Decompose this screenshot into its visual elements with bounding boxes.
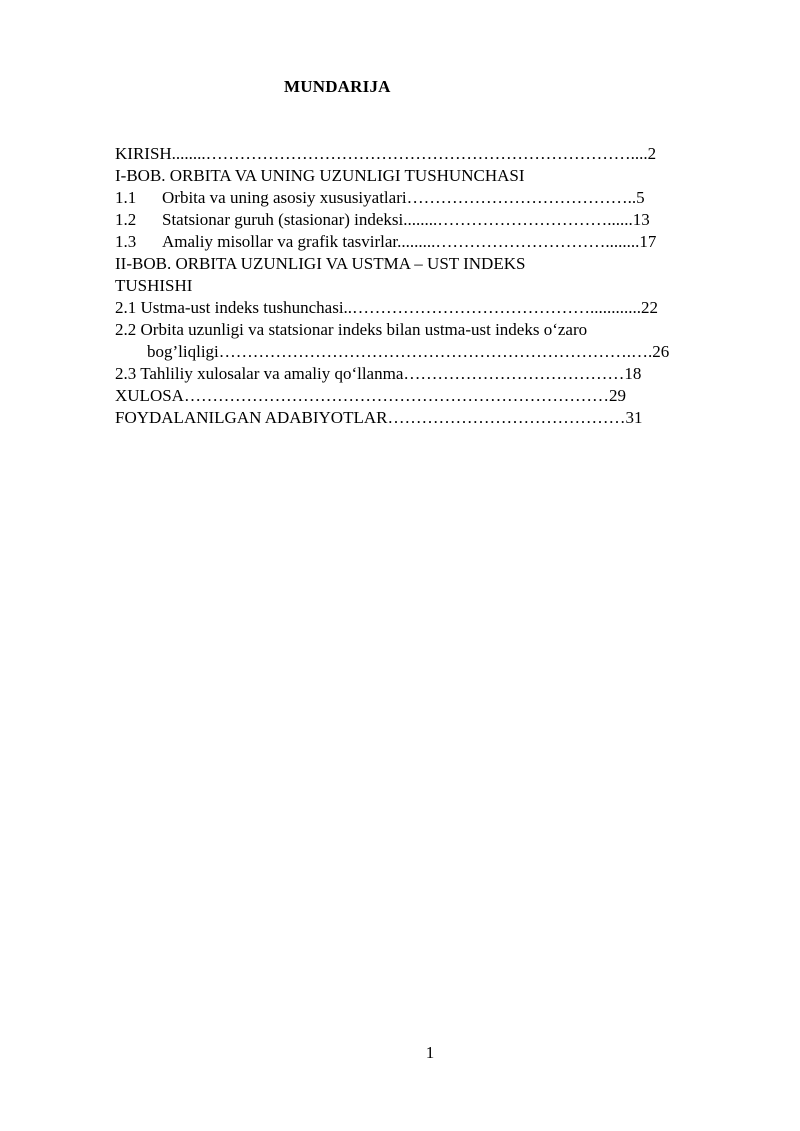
toc-entry-kirish: KIRISH........…………………………………………………………………....2 bbox=[115, 144, 657, 163]
toc-entry-number: 1.3 bbox=[115, 232, 137, 251]
document-title: MUNDARIJA bbox=[284, 77, 391, 96]
toc-entry-adabiyotlar: FOYDALANILGAN ADABIYOTLAR……………………………………31 bbox=[115, 408, 643, 427]
toc-entry-text: Amaliy misollar va grafik tasvirlar.........…………………………........17 bbox=[162, 232, 657, 251]
toc-entry-number: 1.1 bbox=[115, 188, 137, 207]
toc-entry-1-3 bbox=[115, 231, 697, 253]
toc-entry-text: Orbita va uning asosiy xususiyatlari…………………………………..5 bbox=[162, 188, 645, 207]
toc-chapter-1-title: I-BOB. ORBITA VA UNING UZUNLIGI TUSHUNCHASI bbox=[115, 166, 525, 185]
toc-entry-1-1 bbox=[115, 187, 697, 209]
toc-entry-2-2-line-1: 2.2 Orbita uzunligi va statsionar indeks bilan ustma-ust indeks o‘zaro bbox=[115, 320, 588, 339]
toc-entry-2-2-line-2: bog’liqligi……………………………………………………………….….26 bbox=[147, 342, 670, 361]
toc-chapter-2-title-line-1: II-BOB. ORBITA UZUNLIGI VA USTMA – UST INDEKS bbox=[115, 254, 526, 273]
toc-entry-xulosa: XULOSA…………………………………………………………………29 bbox=[115, 386, 626, 405]
table-of-contents bbox=[115, 143, 697, 429]
toc-entry-text: Statsionar guruh (stasionar) indeksi........…………………………......13 bbox=[162, 210, 650, 229]
toc-chapter-2-title-line-2: TUSHISHI bbox=[115, 276, 193, 295]
toc-entry-2-1: 2.1 Ustma-ust indeks tushunchasi..……………………………………............22 bbox=[115, 298, 659, 317]
toc-entry-2-3: 2.3 Tahliliy xulosalar va amaliy qo‘llanma…………………………………18 bbox=[115, 364, 642, 383]
toc-entry-number: 1.2 bbox=[115, 210, 137, 229]
toc-entry-1-2 bbox=[115, 209, 697, 231]
page-number: 1 bbox=[425, 1043, 435, 1062]
